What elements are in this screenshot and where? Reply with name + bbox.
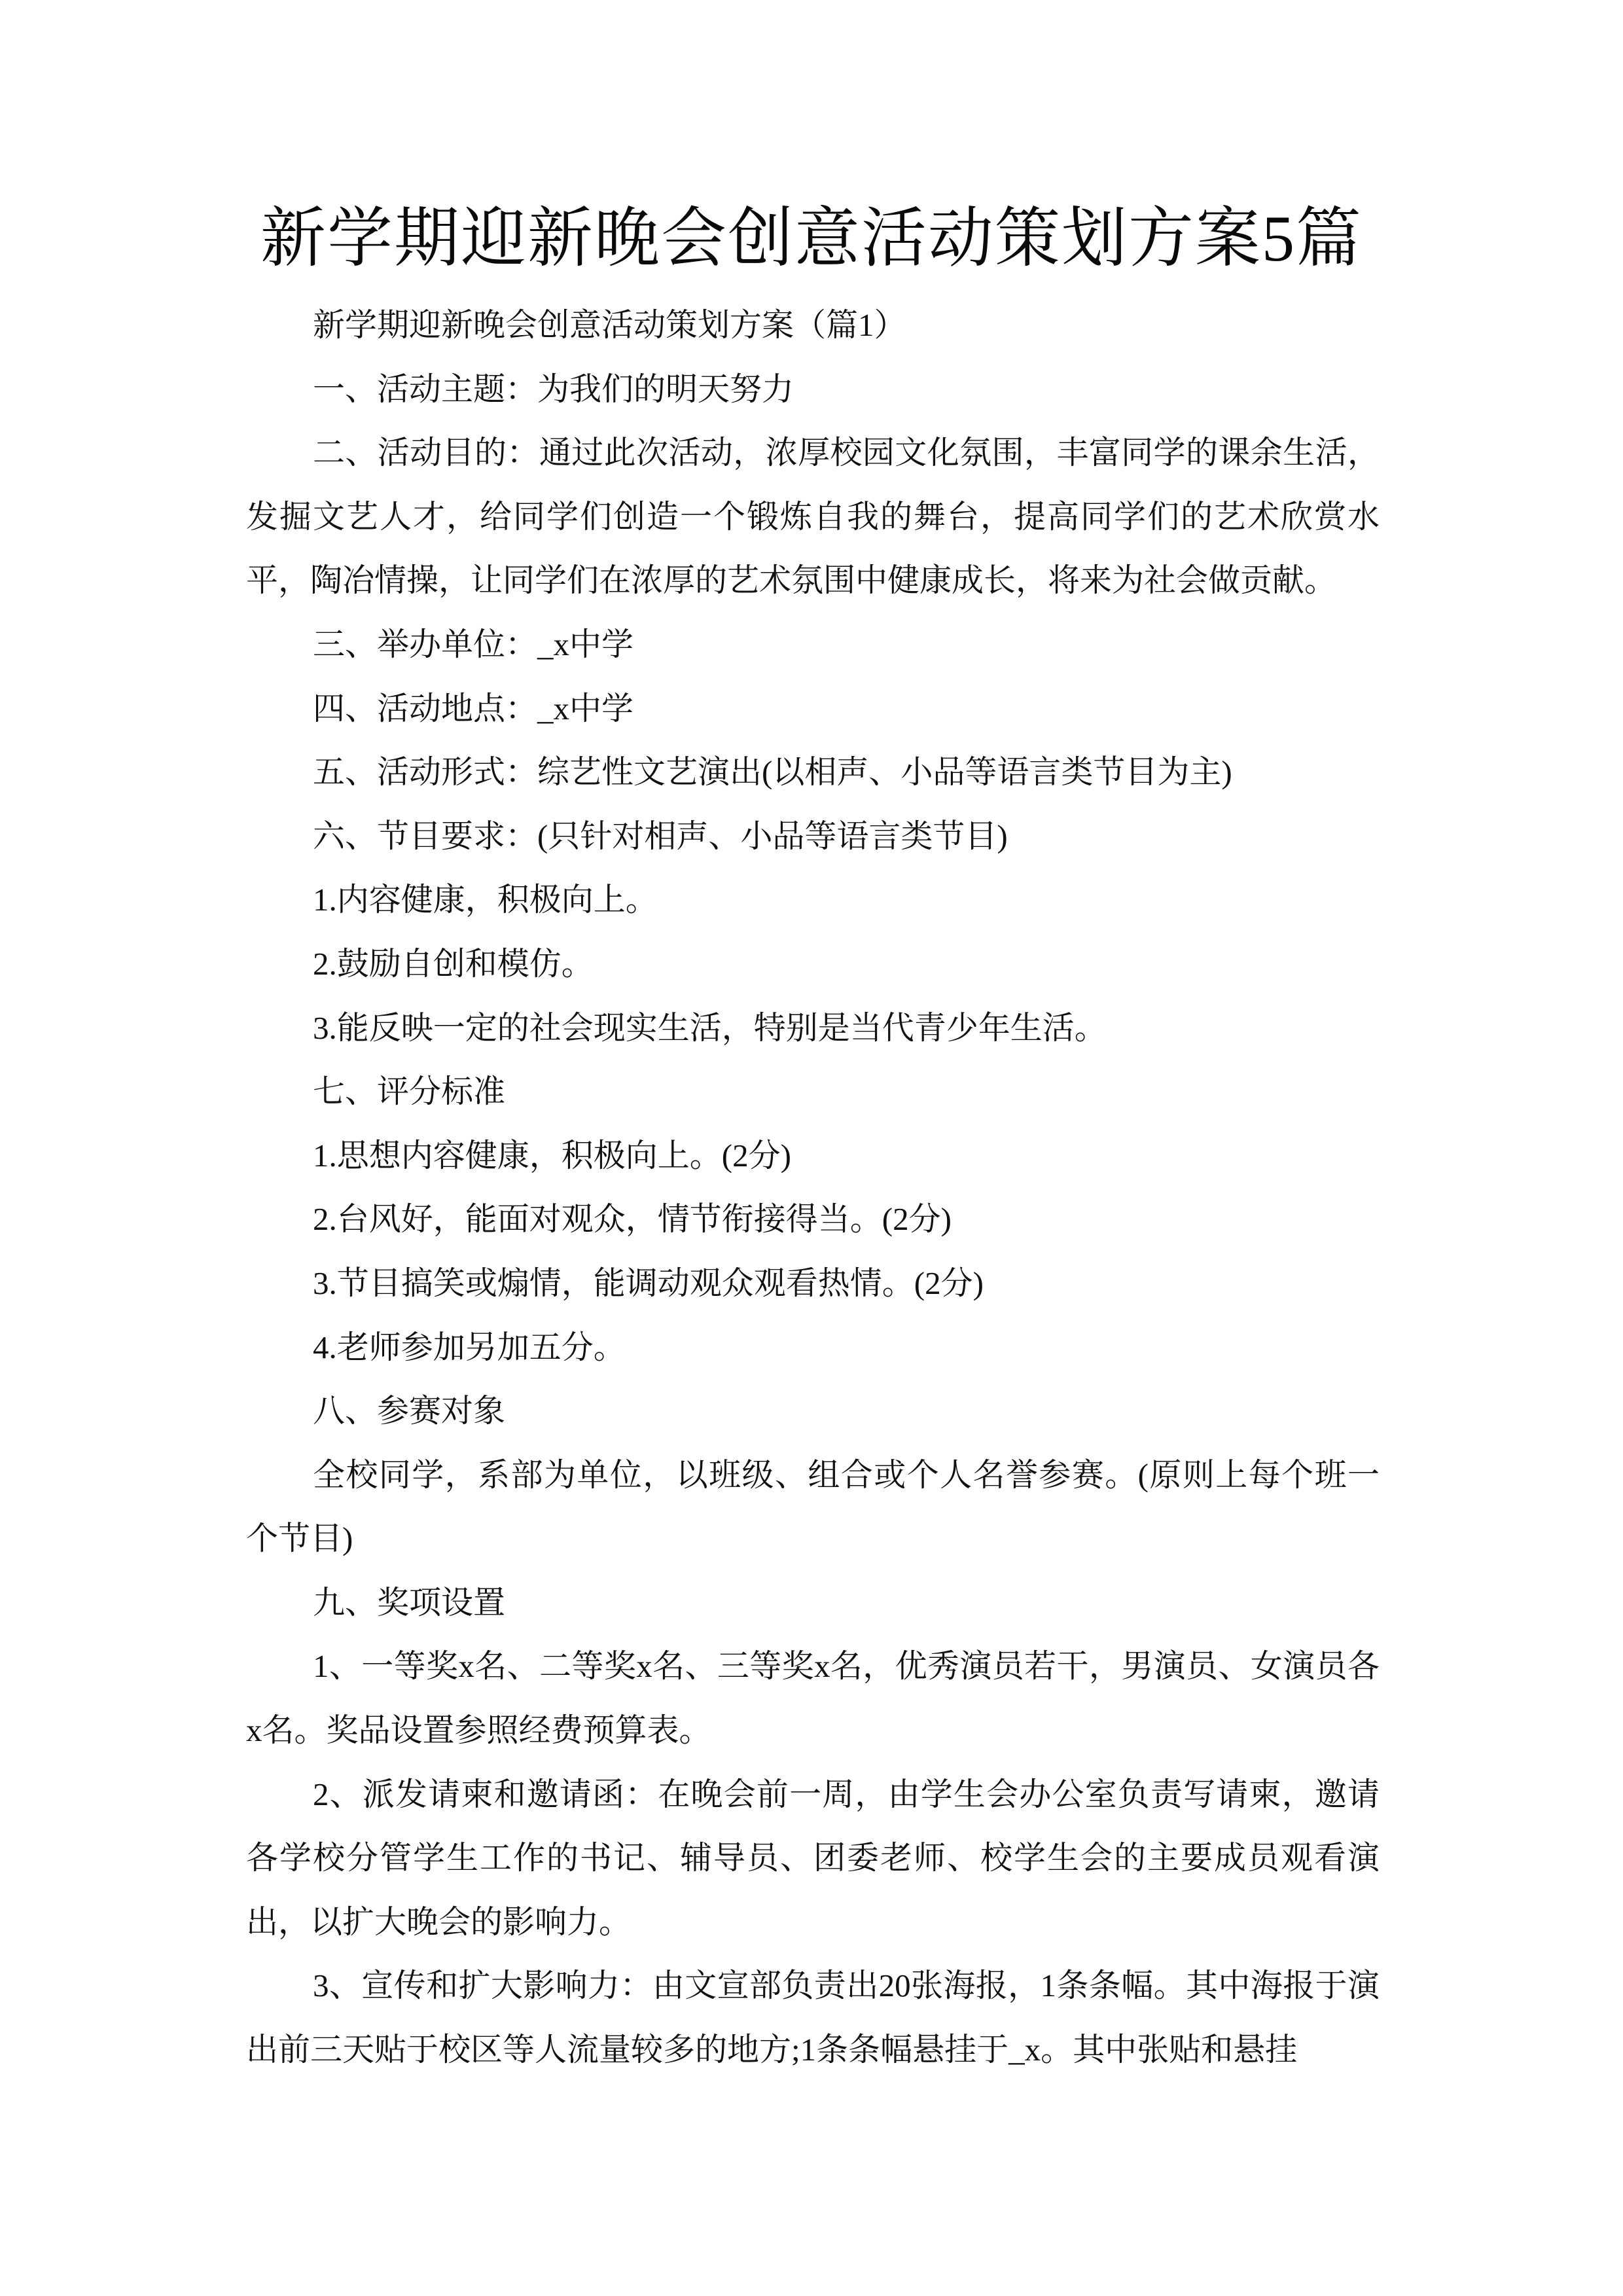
list-item: 3.能反映一定的社会现实生活，特别是当代青少年生活。 bbox=[313, 1009, 1107, 1046]
list-item: 2、派发请柬和邀请函：在晚会前一周，由学生会办公室负责写请柬，邀请各学校分管学生工作的书记、辅导员、团委老师、校学生会的主要成员观看演出，以扩大晚会的影响力。 bbox=[246, 1776, 1380, 1940]
paragraph-format: 五、活动形式：综艺性文艺演出(以相声、小品等语言类节目为主) bbox=[313, 754, 1232, 791]
document-body bbox=[246, 293, 1380, 2082]
list-item: 1.内容健康，积极向上。 bbox=[313, 882, 658, 918]
list-item: 1.思想内容健康，积极向上。(2分) bbox=[313, 1137, 791, 1174]
document-title: 新学期迎新晚会创意活动策划方案5篇 bbox=[260, 202, 1363, 275]
paragraph-awards-heading: 九、奖项设置 bbox=[313, 1584, 506, 1621]
list-item: 3.节目搞笑或煽情，能调动观众观看热情。(2分) bbox=[313, 1265, 984, 1301]
list-item: 2.台风好，能面对观众，情节衔接得当。(2分) bbox=[313, 1201, 952, 1238]
paragraph-organizer: 三、举办单位：_x中学 bbox=[313, 626, 634, 662]
paragraph-purpose: 二、活动目的：通过此次活动，浓厚校园文化氛围，丰富同学的课余生活，发掘文艺人才，给同学们创造一个锻炼自我的舞台，提高同学们的艺术欣赏水平，陶冶情操，让同学们在浓厚的艺术氛围中健康成长，将来为社会做贡献。 bbox=[246, 435, 1380, 599]
paragraph-participants: 全校同学，系部为单位，以班级、组合或个人名誉参赛。(原则上每个班一个节目) bbox=[246, 1456, 1380, 1557]
paragraph-theme: 一、活动主题：为我们的明天努力 bbox=[313, 370, 794, 407]
paragraph-participants-heading: 八、参赛对象 bbox=[313, 1393, 506, 1429]
paragraph-scoring-heading: 七、评分标准 bbox=[313, 1073, 506, 1110]
section-subtitle: 新学期迎新晚会创意活动策划方案（篇1） bbox=[313, 307, 906, 343]
list-item: 4.老师参加另加五分。 bbox=[313, 1329, 626, 1365]
list-item: 3、宣传和扩大影响力：由文宣部负责出20张海报，1条条幅。其中海报于演出前三天贴于校区等人流量较多的地方;1条条幅悬挂于_x。其中张贴和悬挂 bbox=[246, 1967, 1380, 2068]
paragraph-location: 四、活动地点：_x中学 bbox=[313, 690, 634, 726]
list-item: 1、一等奖x名、二等奖x名、三等奖x名，优秀演员若干，男演员、女演员各x名。奖品设置参照经费预算表。 bbox=[246, 1648, 1380, 1749]
list-item: 2.鼓励自创和模仿。 bbox=[313, 945, 594, 982]
paragraph-program-requirements: 六、节目要求：(只针对相声、小品等语言类节目) bbox=[313, 817, 1008, 854]
